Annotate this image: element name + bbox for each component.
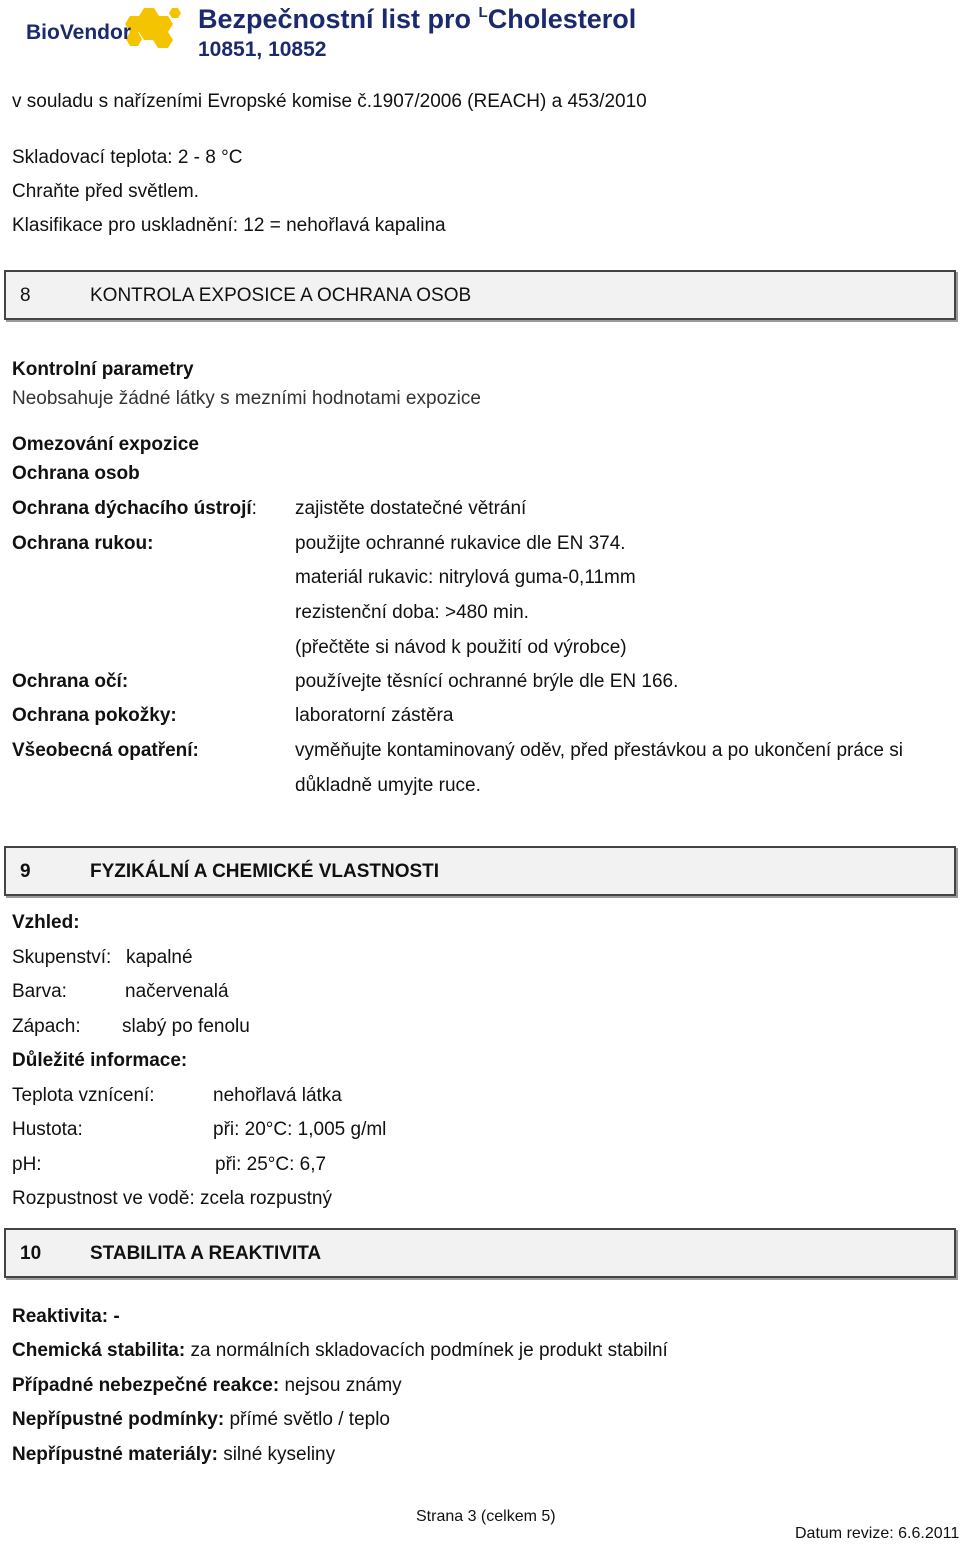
regulation-text: v souladu s nařízeními Evropské komise č.1907/2006 (REACH) a 453/2010: [12, 91, 647, 112]
hand-protection-line: (přečtěte si návod k použití od výrobce): [295, 637, 627, 658]
chemical-stability-text: za normálních skladovacích podmínek je produkt stabilní: [190, 1340, 668, 1361]
revision-date: Datum revize: 6.6.2011: [795, 1525, 960, 1542]
odor-value: slabý po fenolu: [122, 1016, 250, 1037]
section-number: 9: [20, 861, 31, 882]
reactivity-label: Reaktivita: -: [12, 1306, 120, 1327]
hand-protection-line: materiál rukavic: nitrylová guma-0,11mm: [295, 567, 636, 588]
biovendor-logo: [24, 4, 204, 60]
chemical-stability: [12, 1341, 668, 1360]
section-number: 10: [20, 1243, 42, 1264]
document-title: [198, 6, 636, 33]
conditions-to-avoid-text: přímé světlo / teplo: [229, 1409, 390, 1430]
section-number: 8: [20, 285, 31, 306]
hazardous-reactions: [12, 1376, 402, 1395]
hazardous-reactions-label: Případné nebezpečné reakce:: [12, 1375, 280, 1396]
ignition-temperature-value: nehořlavá látka: [213, 1085, 342, 1106]
conditions-to-avoid-label: Nepřípustné podmínky:: [12, 1409, 225, 1430]
ph-label: pH:: [12, 1154, 42, 1175]
exposure-limitation-label: Omezování expozice: [12, 434, 199, 455]
skin-protection-label: Ochrana pokožky:: [12, 705, 177, 726]
section-8-header: [4, 270, 956, 320]
hand-protection-line: použijte ochranné rukavice dle EN 374.: [295, 533, 626, 554]
respiratory-label-text: Ochrana dýchacího ústrojí: [12, 498, 252, 519]
color-value: načervenalá: [125, 981, 229, 1002]
respiratory-protection-label: [12, 499, 257, 518]
eye-protection-text: používejte těsnící ochranné brýle dle EN 166.: [295, 671, 679, 692]
skin-protection-text: laboratorní zástěra: [295, 705, 454, 726]
section-title: KONTROLA EXPOSICE A OCHRANA OSOB: [90, 285, 472, 306]
product-codes: 10851, 10852: [198, 38, 327, 61]
ph-value: při: 25°C: 6,7: [215, 1154, 327, 1175]
density-value: při: 20°C: 1,005 g/ml: [213, 1119, 387, 1140]
state-label: Skupenství:: [12, 947, 112, 968]
incompatible-materials-text: silné kyseliny: [223, 1444, 336, 1465]
title-prefix: Bezpečnostní list pro: [198, 4, 479, 34]
hand-protection-label: Ochrana rukou:: [12, 533, 154, 554]
general-measures-label: Všeobecná opatření:: [12, 740, 199, 761]
important-info-label: Důležité informace:: [12, 1050, 188, 1071]
eye-protection-label: Ochrana očí:: [12, 671, 129, 692]
respiratory-protection-text: zajistěte dostatečné větrání: [295, 498, 527, 519]
control-parameters-text: Neobsahuje žádné látky s mezními hodnotami expozice: [12, 388, 481, 409]
state-value: kapalné: [126, 947, 193, 968]
general-measures-line: vyměňujte kontaminovaný oděv, před přestávkou a po ukončení práce si: [295, 740, 903, 761]
water-solubility: Rozpustnost ve vodě: zcela rozpustný: [12, 1188, 333, 1209]
section-title: STABILITA A REAKTIVITA: [90, 1243, 322, 1264]
appearance-label: Vzhled:: [12, 912, 80, 933]
section-10-header: [4, 1228, 956, 1278]
hand-protection-line: rezistenční doba: >480 min.: [295, 602, 529, 623]
color-label: Barva:: [12, 981, 67, 1002]
control-parameters-label: Kontrolní parametry: [12, 359, 194, 380]
storage-temperature: Skladovací teplota: 2 - 8 °C: [12, 147, 243, 168]
conditions-to-avoid: [12, 1410, 390, 1429]
page-number: Strana 3 (celkem 5): [416, 1508, 556, 1525]
section-title: FYZIKÁLNÍ A CHEMICKÉ VLASTNOSTI: [90, 861, 440, 882]
hazardous-reactions-text: nejsou známy: [284, 1375, 402, 1396]
incompatible-materials: [12, 1445, 335, 1464]
section-9-header: [4, 846, 956, 896]
personal-protection-label: Ochrana osob: [12, 463, 140, 484]
chemical-stability-label: Chemická stabilita:: [12, 1340, 186, 1361]
density-label: Hustota:: [12, 1119, 83, 1140]
general-measures-line: důkladně umyjte ruce.: [295, 775, 481, 796]
respiratory-label-colon: :: [251, 498, 257, 519]
title-main: Cholesterol: [487, 4, 637, 34]
protect-from-light: Chraňte před světlem.: [12, 181, 199, 202]
odor-label: Zápach:: [12, 1016, 81, 1037]
ignition-temperature-label: Teplota vznícení:: [12, 1085, 155, 1106]
incompatible-materials-label: Nepřípustné materiály:: [12, 1444, 218, 1465]
storage-class: Klasifikace pro uskladnění: 12 = nehořlavá kapalina: [12, 215, 446, 236]
title-superscript: L: [478, 4, 488, 21]
logo-text: BioVendor: [26, 21, 132, 44]
